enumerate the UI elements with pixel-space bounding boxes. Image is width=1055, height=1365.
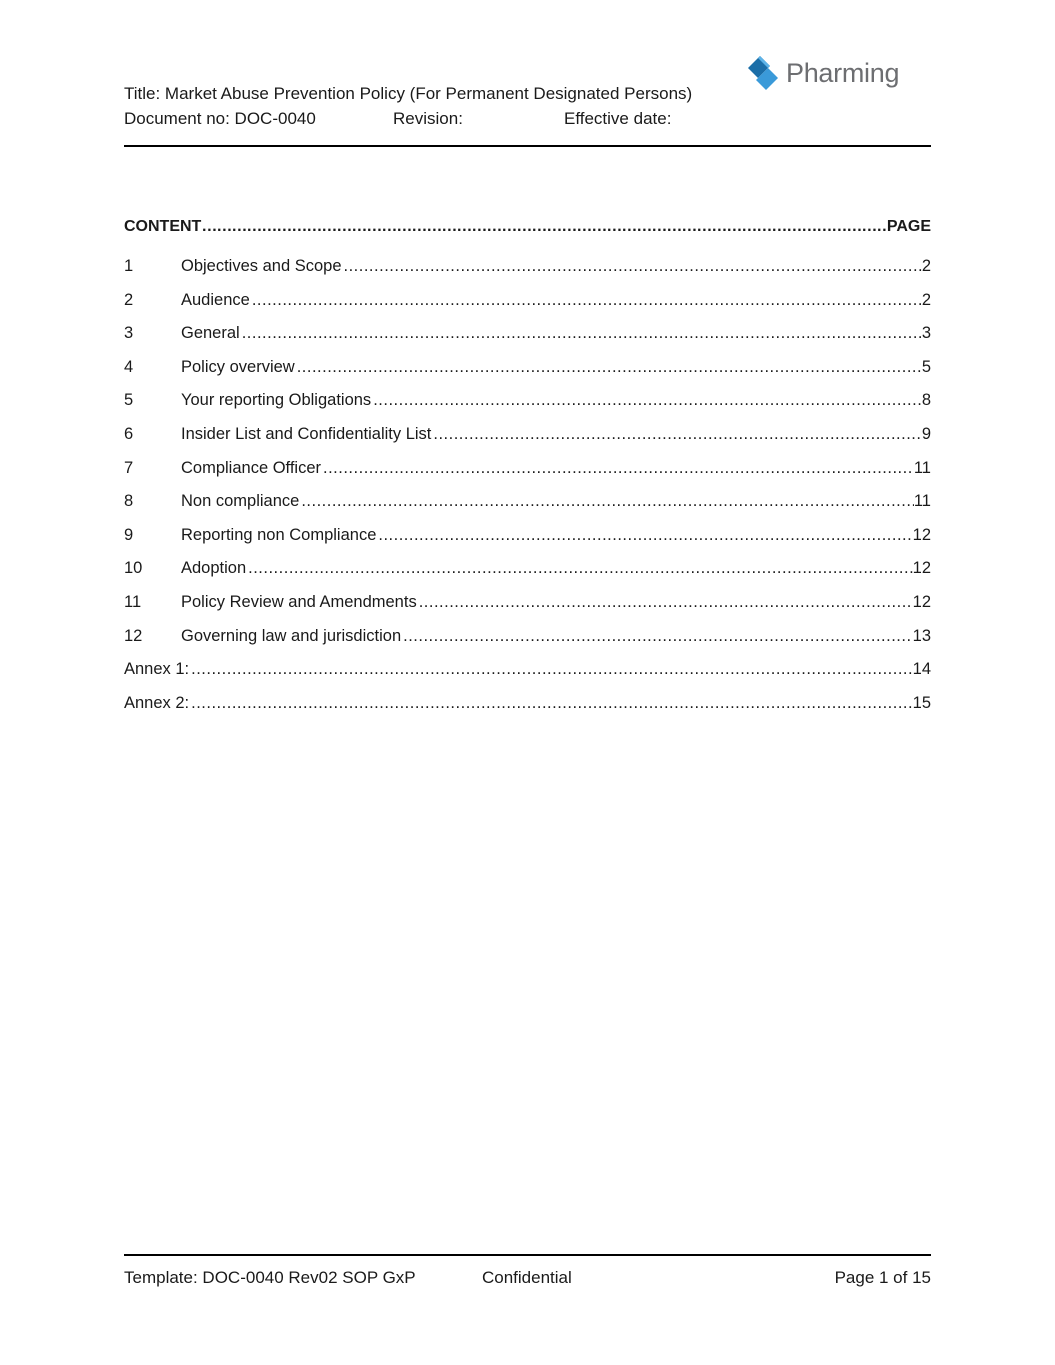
toc-entry-page: 12 xyxy=(912,559,931,578)
toc-entry[interactable] xyxy=(124,593,931,627)
toc-entry-leader xyxy=(299,492,914,511)
toc-heading-page: PAGE xyxy=(886,218,931,235)
toc-entry-page: 8 xyxy=(921,391,931,410)
toc-entry-page: 2 xyxy=(921,257,931,275)
table-of-contents xyxy=(124,218,931,727)
toc-entry[interactable] xyxy=(124,660,931,694)
toc-entry-leader xyxy=(376,526,912,545)
footer-page-number: Page 1 of 15 xyxy=(834,1268,931,1287)
document-title: Title: Market Abuse Prevention Policy (For Permanent Designated Persons) xyxy=(124,84,693,103)
toc-entry-page: 15 xyxy=(912,693,931,712)
toc-entry-number: 4 xyxy=(124,357,134,376)
toc-entry-title: Reporting non Compliance xyxy=(181,525,377,544)
revision-label: Revision: xyxy=(393,109,463,128)
toc-entry[interactable] xyxy=(124,694,931,728)
toc-entry-leader xyxy=(250,291,922,310)
toc-entry-title: Governing law and jurisdiction xyxy=(181,626,402,645)
toc-entry-leader xyxy=(321,459,914,478)
toc-entry-number: 8 xyxy=(124,492,134,511)
toc-entry-leader xyxy=(240,324,922,343)
footer-divider xyxy=(124,1254,931,1256)
toc-entry-title: Annex 1: xyxy=(124,660,190,679)
toc-entry-leader xyxy=(246,559,913,578)
toc-entry-number: 10 xyxy=(124,559,143,578)
footer-confidential: Confidential xyxy=(482,1268,572,1287)
toc-entry[interactable] xyxy=(124,559,931,593)
toc-entry-title: Non compliance xyxy=(181,492,300,511)
toc-entry-number: 9 xyxy=(124,525,134,544)
toc-entry-leader xyxy=(342,257,922,276)
footer-template: Template: DOC-0040 Rev02 SOP GxP xyxy=(124,1268,416,1287)
toc-entry-number: 11 xyxy=(124,592,142,611)
toc-heading-dots xyxy=(201,218,887,236)
toc-entry-number: 5 xyxy=(124,391,134,410)
toc-entry-number: 7 xyxy=(124,458,134,477)
toc-entry[interactable] xyxy=(124,358,931,392)
toc-entry-page: 5 xyxy=(921,357,931,376)
header-divider xyxy=(124,145,931,147)
toc-entry-title: Policy overview xyxy=(181,357,295,376)
toc-entry[interactable] xyxy=(124,291,931,325)
toc-entry-title: Adoption xyxy=(181,559,247,578)
toc-entry[interactable] xyxy=(124,492,931,526)
toc-heading-content: CONTENT xyxy=(124,218,202,235)
toc-entry-title: Compliance Officer xyxy=(181,458,322,477)
toc-entry[interactable] xyxy=(124,627,931,661)
pharming-logo-icon xyxy=(744,54,784,94)
toc-entry-title: Objectives and Scope xyxy=(181,257,342,275)
toc-entry-number: 12 xyxy=(124,626,143,645)
toc-entry-leader xyxy=(431,425,921,444)
toc-entry-page: 2 xyxy=(921,290,931,309)
toc-entry-title: Audience xyxy=(181,290,250,309)
toc-entry-title: General xyxy=(181,324,240,343)
toc-entry-page: 9 xyxy=(921,424,931,443)
toc-entry[interactable] xyxy=(124,391,931,425)
toc-entry-leader xyxy=(189,694,913,713)
toc-entry-title: Insider List and Confidentiality List xyxy=(181,424,432,443)
toc-entry-leader xyxy=(417,593,913,612)
toc-entry-number: 3 xyxy=(124,324,134,343)
toc-entry-number: 6 xyxy=(124,424,134,443)
pharming-logo xyxy=(744,58,900,98)
toc-entry-page: 12 xyxy=(912,525,931,544)
toc-entry-leader xyxy=(189,660,913,679)
toc-entry[interactable] xyxy=(124,425,931,459)
effective-date-label: Effective date: xyxy=(564,109,672,128)
toc-entry-title: Your reporting Obligations xyxy=(181,391,372,410)
page-footer xyxy=(124,1268,931,1290)
toc-entry-page: 11 xyxy=(913,492,931,511)
toc-heading xyxy=(124,218,931,240)
toc-entry-page: 11 xyxy=(913,458,931,477)
toc-entry[interactable] xyxy=(124,324,931,358)
toc-entry-title: Annex 2: xyxy=(124,693,190,712)
toc-entry-leader xyxy=(371,391,922,410)
toc-entry-number: 2 xyxy=(124,290,134,309)
toc-entry-leader xyxy=(401,627,913,646)
page-header xyxy=(124,58,931,146)
toc-entry[interactable] xyxy=(124,257,931,291)
toc-entry-page: 14 xyxy=(912,660,931,679)
toc-entry-page: 12 xyxy=(912,592,931,611)
toc-entry-leader xyxy=(295,358,922,377)
toc-entry[interactable] xyxy=(124,459,931,493)
toc-entry-page: 3 xyxy=(921,324,931,343)
toc-entry[interactable] xyxy=(124,526,931,560)
document-number: Document no: DOC-0040 xyxy=(124,109,316,128)
toc-entry-title: Policy Review and Amendments xyxy=(181,592,417,611)
logo-wordmark: Pharming xyxy=(786,58,900,88)
toc-entry-number: 1 xyxy=(124,257,134,275)
toc-entry-page: 13 xyxy=(912,626,931,645)
